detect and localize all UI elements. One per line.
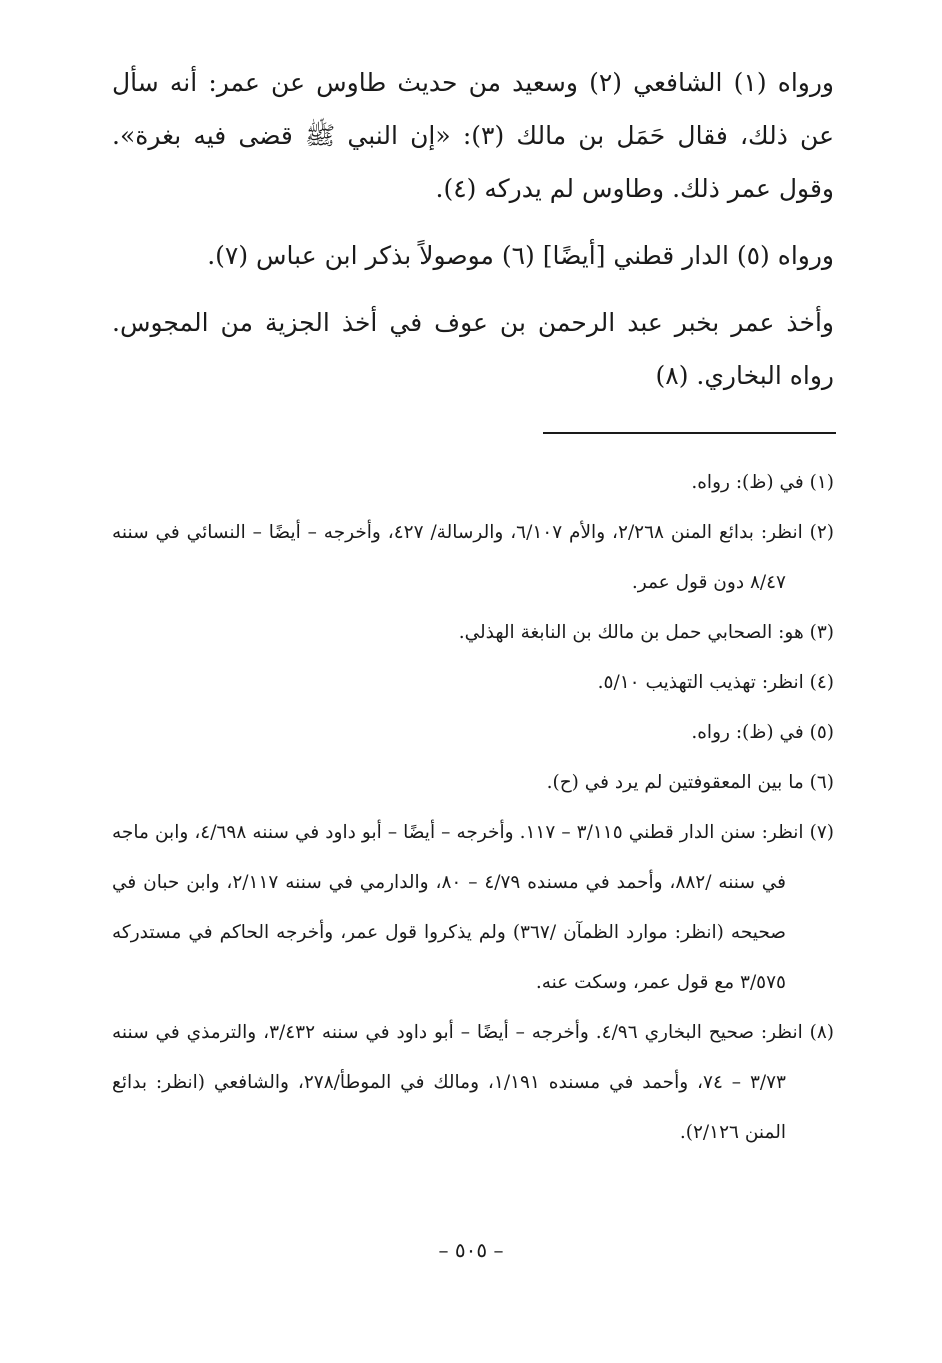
main-paragraph-2: ورواه (٥) الدار قطني [أيضًا] (٦) موصولاً بذكر ابن عباس (٧). bbox=[207, 241, 834, 270]
footnote-2: (٢) انظر: بدائع المنن ٢/٢٦٨، والأم ٦/١٠٧، والرسالة/ ٤٢٧، وأخرجه – أيضًا – النسائي في سننه ٨/٤٧ دون قول عمر. bbox=[112, 522, 835, 593]
main-text bbox=[112, 56, 834, 416]
footnote-7: (٧) انظر: سنن الدار قطني ٣/١١٥ – ١١٧. وأخرجه – أيضًا – أبو داود في سننه ٤/٦٩٨، وابن ماجه في سننه /٨٨٢، وأحمد في مسنده ٤/٧٩ – ٨٠، والدارمي في سننه ٢/١١٧، وابن حبان في صحيحه (انظر: موارد الظمآن /٣٦٧) ولم يذكروا قول عمر، وأخرجه الحاكم في مستدركه ٣/٥٧٥ مع قول عمر، وسكت عنه. bbox=[112, 822, 834, 993]
footnote-5: (٥) في (ظ): رواه. bbox=[691, 722, 834, 743]
footnote-8: (٨) انظر: صحيح البخاري ٤/٩٦. وأخرجه – أيضًا – أبو داود في سننه ٣/٤٣٢، والترمذي في سننه ٣/٧٣ – ٧٤، وأحمد في مسنده ١/١٩١، ومالك في الموطأ/٢٧٨، والشافعي (انظر: بدائع المنن ٢/١٢٦). bbox=[112, 1022, 835, 1143]
main-paragraph-1: ورواه (١) الشافعي (٢) وسعيد من حديث طاوس عن عمر: أنه سأل عن ذلك، فقال حَمَل بن مالك (٣): «إن النبي ﷺ قضى فيه بغرة». وقول عمر ذلك. وطاوس لم يدركه (٤). bbox=[112, 68, 834, 203]
footnote-3: (٣) هو: الصحابي حمل بن مالك بن النابغة الهذلي. bbox=[458, 622, 834, 643]
footnote-1: (١) في (ظ): رواه. bbox=[691, 472, 834, 493]
footnotes bbox=[112, 458, 834, 1158]
main-paragraph-3: وأخذ عمر بخبر عبد الرحمن بن عوف في أخذ الجزية من المجوس. رواه البخاري. (٨) bbox=[112, 308, 834, 390]
footnote-6: (٦) ما بين المعقوفتين لم يرد في (ح). bbox=[546, 772, 834, 793]
footnote-separator bbox=[543, 432, 836, 434]
footnote-4: (٤) انظر: تهذيب التهذيب ٥/١٠. bbox=[597, 672, 834, 693]
page-number: – ٥٠٥ – bbox=[438, 1238, 504, 1262]
